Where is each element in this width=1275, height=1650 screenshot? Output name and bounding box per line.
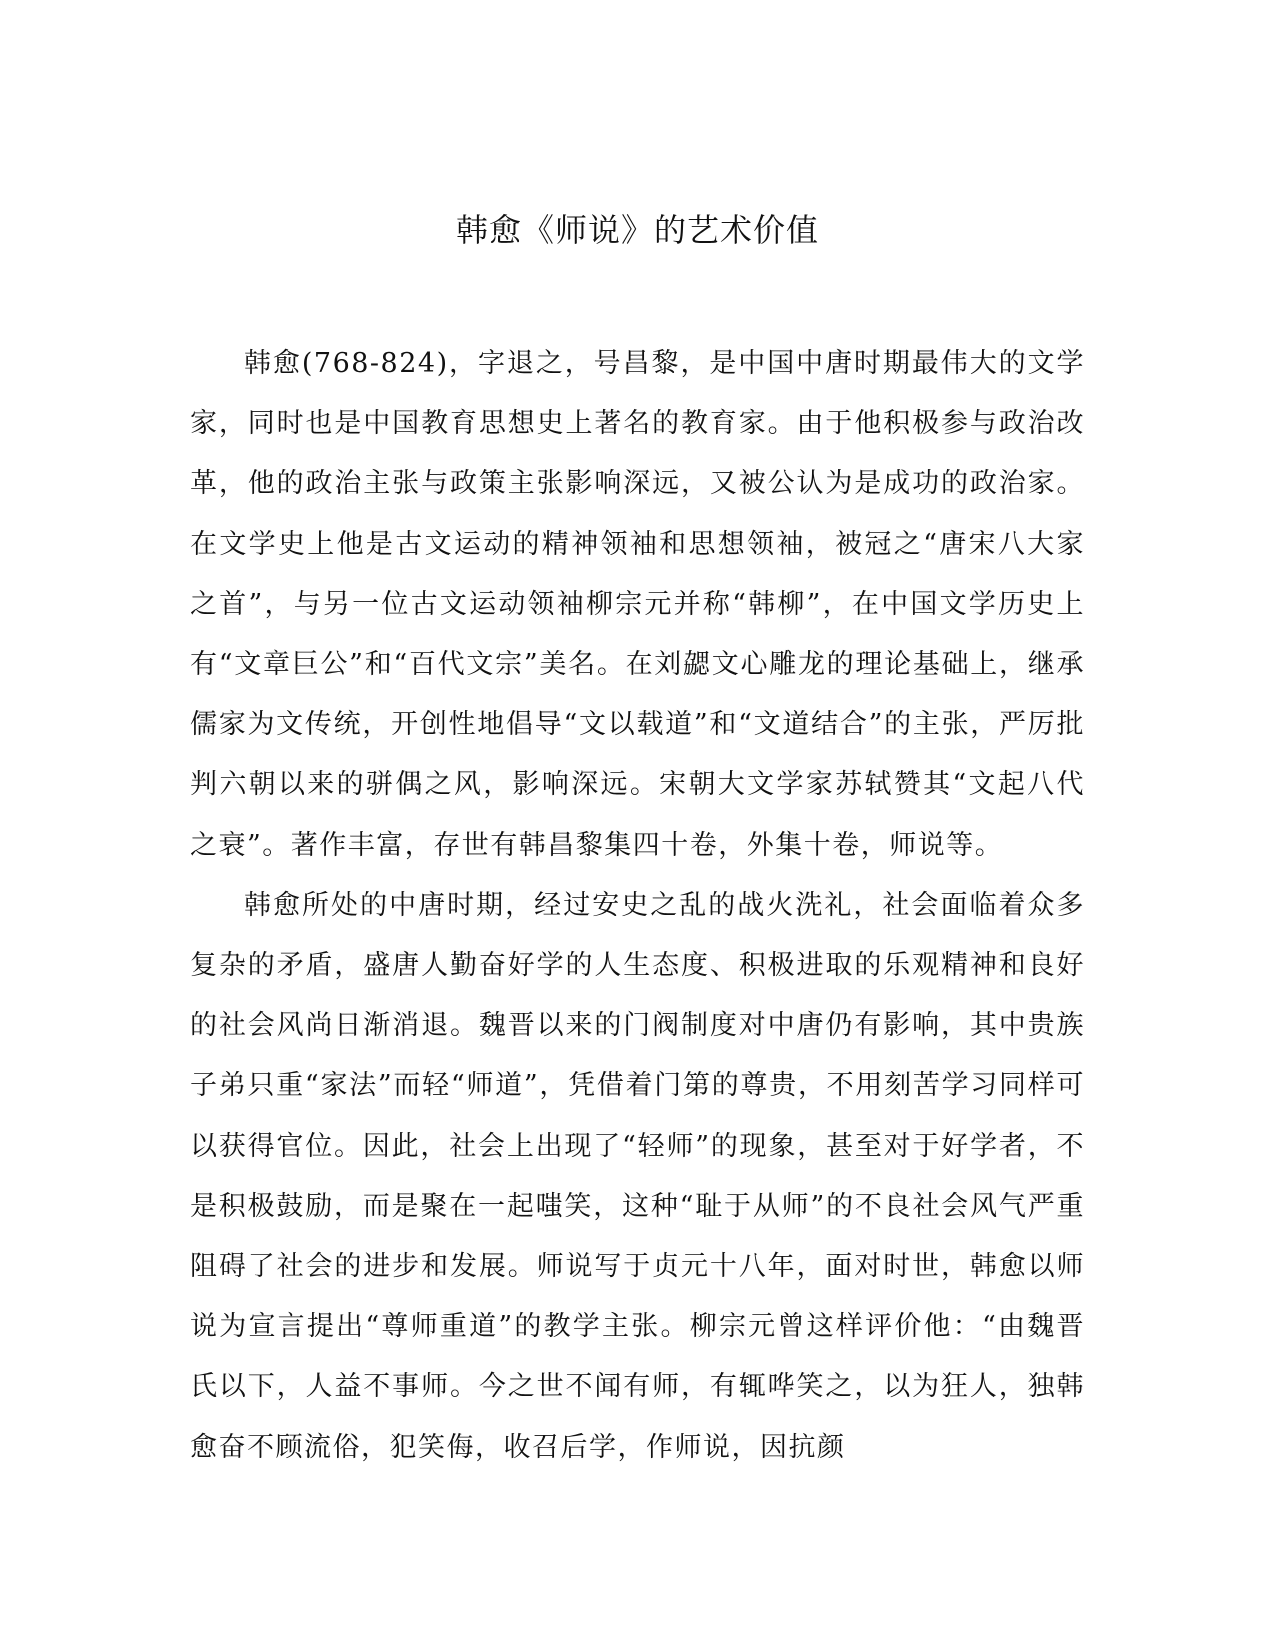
paragraph-1: 韩愈(768-824)，字退之，号昌黎，是中国中唐时期最伟大的文学家，同时也是中国教育思想史上著名的教育家。由于他积极参与政治改革，他的政治主张与政策主张影响深远，又被公认为是成功的政治家。在文学史上他是古文运动的精神领袖和思想领袖，被冠之“唐宋八大家之首”，与另一位古文运动领袖柳宗元并称“韩柳”，在中国文学历史上有“文章巨公”和“百代文宗”美名。在刘勰文心雕龙的理论基础上，继承儒家为文传统，开创性地倡导“文以载道”和“文道结合”的主张，严厉批判六朝以来的骈偶之风，影响深远。宋朝大文学家苏轼赞其“文起八代之衰”。著作丰富，存世有韩昌黎集四十卷，外集十卷，师说等。: [190, 348, 1085, 861]
paragraph-2: 韩愈所处的中唐时期，经过安史之乱的战火洗礼，社会面临着众多复杂的矛盾，盛唐人勤奋好学的人生态度、积极进取的乐观精神和良好的社会风尚日渐消退。魏晋以来的门阀制度对中唐仍有影响，其中贵族子弟只重“家法”而轻“师道”，凭借着门第的尊贵，不用刻苦学习同样可以获得官位。因此，社会上出现了“轻师”的现象，甚至对于好学者，不是积极鼓励，而是聚在一起嗤笑，这种“耻于从师”的不良社会风气严重阻碍了社会的进步和发展。师说写于贞元十八年，面对时世，韩愈以师说为宣言提出“尊师重道”的教学主张。柳宗元曾这样评价他：“由魏晋氏以下，人益不事师。今之世不闻有师，有辄哗笑之，以为狂人，独韩愈奋不顾流俗，犯笑侮，收召后学，作师说，因抗颜: [190, 889, 1085, 1463]
document-title: 韩愈《师说》的艺术价值: [455, 211, 819, 249]
document-body: [190, 334, 1085, 1478]
